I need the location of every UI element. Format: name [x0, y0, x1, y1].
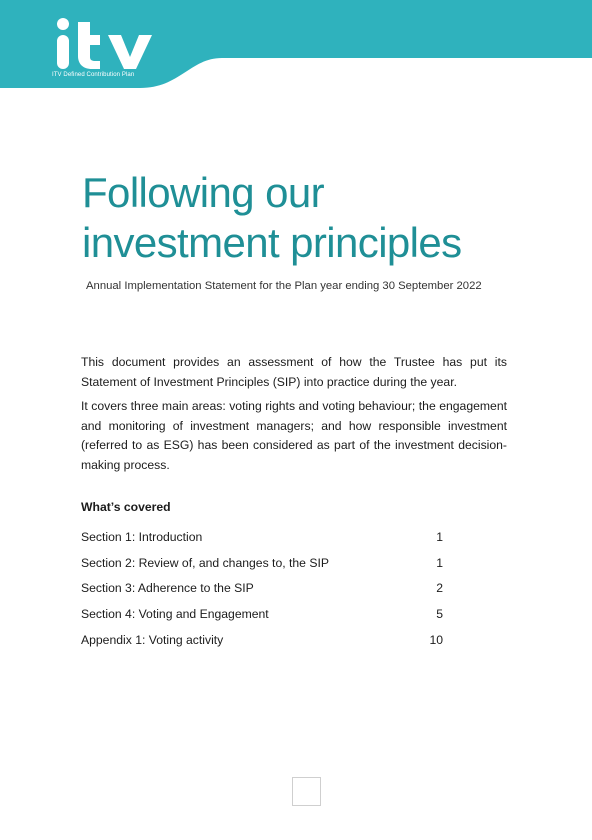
title-line-2: investment principles: [82, 219, 462, 266]
intro-section: [81, 353, 507, 480]
toc-item-label: Appendix 1: Voting activity: [81, 633, 224, 648]
toc-item-page: 2: [436, 581, 443, 596]
toc-item: [81, 627, 443, 653]
toc-item: [81, 524, 443, 550]
intro-paragraph-1: This document provides an assessment of how the Trustee has put its Statement of Investment Principles (SIP) into practice during the year.: [81, 355, 507, 389]
intro-paragraph-2: It covers three main areas: voting rights and voting behaviour; the engagement and monitoring of investment managers; and how responsible investment (referred to as ESG) has been considered as part of the investment decision-making process.: [81, 399, 507, 472]
toc-item-label: Section 4: Voting and Engagement: [81, 607, 269, 622]
page-title: [82, 168, 462, 268]
toc-item: [81, 601, 443, 627]
whats-covered-heading: What’s covered: [81, 500, 171, 514]
toc-item-page: 10: [429, 633, 443, 648]
toc-item-label: Section 2: Review of, and changes to, the SIP: [81, 555, 329, 570]
itv-logo: [56, 18, 160, 72]
table-of-contents: [81, 524, 443, 653]
toc-item-page: 1: [436, 529, 443, 544]
toc-item-label: Section 3: Adherence to the SIP: [81, 581, 254, 596]
subtitle: Annual Implementation Statement for the Plan year ending 30 September 2022: [86, 280, 482, 292]
toc-item-page: 5: [436, 607, 443, 622]
toc-item: [81, 576, 443, 602]
toc-item-page: 1: [436, 555, 443, 570]
toc-item: [81, 550, 443, 576]
page-number-box: [292, 777, 321, 806]
toc-item-label: Section 1: Introduction: [81, 529, 203, 544]
plan-name: ITV Defined Contribution Plan: [52, 72, 135, 78]
title-line-1: Following our: [82, 169, 324, 216]
